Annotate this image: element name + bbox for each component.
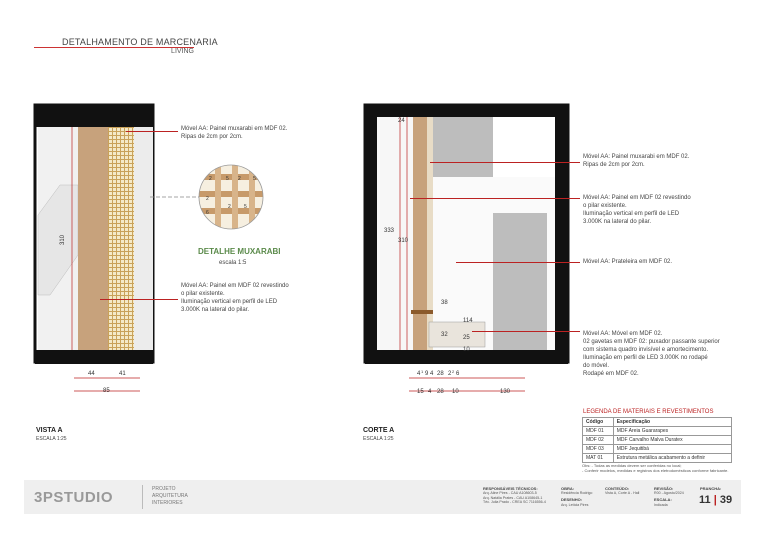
corte-dim-top: 6: [456, 371, 460, 377]
corte-dim-small: 38: [441, 300, 448, 306]
corte-dim-small: 32: [441, 332, 448, 338]
revisao-text: R00 - Agosto/2024: [654, 491, 684, 495]
corte-dim-bottom: 15: [417, 389, 424, 395]
corte-a-drawing: [345, 95, 575, 395]
revisao-title: REVISÃO:: [654, 486, 674, 491]
table-row: [583, 454, 732, 463]
sheet-title: DETALHAMENTO DE MARCENARIA: [62, 37, 218, 47]
vista-a-label: VISTA A: [36, 427, 63, 434]
vista-a-scale: ESCALA 1:25: [36, 436, 67, 442]
detail-scale: escala 1:5: [219, 260, 247, 266]
resp-text: Arq. Aline Pires - CAU A108603-5 Arq. Natália Prates - CAU A108645-1 Téc. Julia Prado - CREA SC 7116556-4: [483, 491, 546, 504]
vista-a-dim-85: 85: [103, 388, 110, 394]
legend-code: MDF 03: [583, 445, 614, 454]
conteudo-text: Vista A, Corte A - Hall: [605, 491, 640, 495]
leader-line: [100, 299, 178, 300]
detail-dim: 2: [228, 204, 231, 210]
legend-header: Código: [583, 418, 614, 427]
corte-dim-bottom: 10: [452, 389, 459, 395]
legend-header: Especificação: [613, 418, 731, 427]
vista-a-note-muxarabi: Móvel AA: Painel muxarabi em MDF 02. Ripas de 2cm por 2cm.: [181, 126, 288, 140]
detail-dim: 6: [206, 210, 209, 216]
detail-dim: 2: [238, 176, 241, 182]
corte-dim-small: 25: [463, 335, 470, 341]
legend-spec: MDF Areia Guararapes: [613, 427, 731, 436]
legend-code: MDF 02: [583, 436, 614, 445]
corte-dim-top: 1: [421, 369, 424, 374]
prancha-title: PRANCHA:: [700, 486, 722, 491]
corte-dim-small: 10: [463, 347, 470, 353]
corte-dim-top: 2: [452, 369, 455, 374]
desenho-text: Arq. Letícia Pires: [561, 503, 589, 507]
corte-dim-top: 9: [425, 371, 429, 377]
vista-a-dim-41: 41: [119, 371, 126, 377]
corte-dim-top: 4: [430, 371, 434, 377]
leader-line: [456, 262, 580, 263]
corte-dim-top: 2: [448, 371, 452, 377]
resp-title: RESPONSÁVEIS TÉCNICOS:: [483, 486, 538, 491]
studio-tagline: PROJETO ARQUITETURA INTERIORES: [152, 486, 188, 506]
detail-title: DETALHE MUXARABI: [198, 247, 281, 256]
escala-text: Indicada: [654, 503, 668, 507]
vista-a-note-pilar: Móvel AA: Painel em MDF 02 revestindo o pilar existente. Iluminação vertical em perfil de LED 3.000K na lateral do pilar.: [181, 283, 289, 313]
corte-note-movel: Móvel AA: Móvel em MDF 02. 02 gavetas em MDF 02: puxador passante superior com sistema quadro invisível e amortecimento. Iluminação em perfil de LED 3.000K no rodapé do móvel. Rodapé em MDF 02.: [583, 331, 720, 377]
table-row: [583, 436, 732, 445]
escala-title: ESCALA:: [654, 497, 672, 502]
sheet-total: 39: [719, 494, 733, 506]
divider: [142, 485, 143, 509]
corte-note-prateleira: Móvel AA: Prateleira em MDF 02.: [583, 259, 673, 265]
detail-dim: 5: [244, 204, 247, 210]
legend-spec: MDF Carvalho Malva Duratex: [613, 436, 731, 445]
title-block: [24, 480, 741, 514]
table-row: [583, 445, 732, 454]
leader-line: [410, 198, 580, 199]
legend-code: MDF 01: [583, 427, 614, 436]
legend-table: [582, 417, 732, 463]
sheet-number: 11 | 39: [699, 494, 733, 506]
corte-note-muxarabi: Móvel AA: Painel muxarabi em MDF 02. Ripas de 2cm por 2cm.: [583, 154, 690, 168]
leader-line: [472, 331, 580, 332]
corte-dim-vert: 24: [398, 118, 405, 124]
corte-dim-top: 28: [437, 371, 444, 377]
corte-dim-top: 4: [417, 371, 421, 377]
corte-dim-vert: 310: [398, 238, 409, 244]
detail-dim: 5: [253, 176, 256, 182]
studio-logo: 3PSTUDIO: [34, 489, 114, 506]
vista-a-drawing: [20, 95, 160, 395]
desenho-title: DESENHO:: [561, 497, 583, 502]
legend-spec: MDF Jequitibá: [613, 445, 731, 454]
obra-title: OBRA:: [561, 486, 575, 491]
leader-line: [126, 131, 178, 132]
legend-title: LEGENDA DE MATERIAIS E REVESTIMENTOS: [583, 409, 714, 415]
corte-dim-vert: 333: [384, 228, 395, 234]
legend-spec: Estrutura metálica acabamento a definir: [613, 454, 731, 463]
corte-dim-small: 114: [463, 318, 473, 324]
corte-a-label: CORTE A: [363, 427, 395, 434]
obra-text: Residência Rodrigo: [561, 491, 593, 495]
legend-obs: Obs: - Todas as medidas devem ser conferidas no local; - Conferir modelos, medidas e registros dos eletrodomésticos conforme fabricante.: [582, 463, 729, 473]
corte-a-scale: ESCALA 1:25: [363, 436, 394, 442]
detail-dim: 2: [206, 196, 209, 202]
detail-dim: 2: [209, 176, 212, 182]
sheet-subtitle: LIVING: [171, 48, 194, 55]
conteudo-title: CONTEÚDO:: [605, 486, 630, 491]
corte-note-pilar: Móvel AA: Painel em MDF 02 revestindo o pilar existente. Iluminação vertical em perfil de LED 3.000K na lateral do pilar.: [583, 195, 691, 225]
table-row: [583, 427, 732, 436]
sheet-current: 11: [699, 494, 711, 506]
corte-dim-bottom: 28: [437, 389, 444, 395]
leader-line: [430, 162, 580, 163]
corte-dim-bottom: 130: [500, 389, 511, 395]
vista-a-dim-44: 44: [88, 371, 95, 377]
detail-dim: 5: [226, 176, 229, 182]
corte-dim-bottom: 4: [428, 389, 432, 395]
muxarabi-detail: [150, 150, 270, 250]
vista-a-height: 310: [60, 234, 66, 245]
legend-code: MAT 01: [583, 454, 614, 463]
